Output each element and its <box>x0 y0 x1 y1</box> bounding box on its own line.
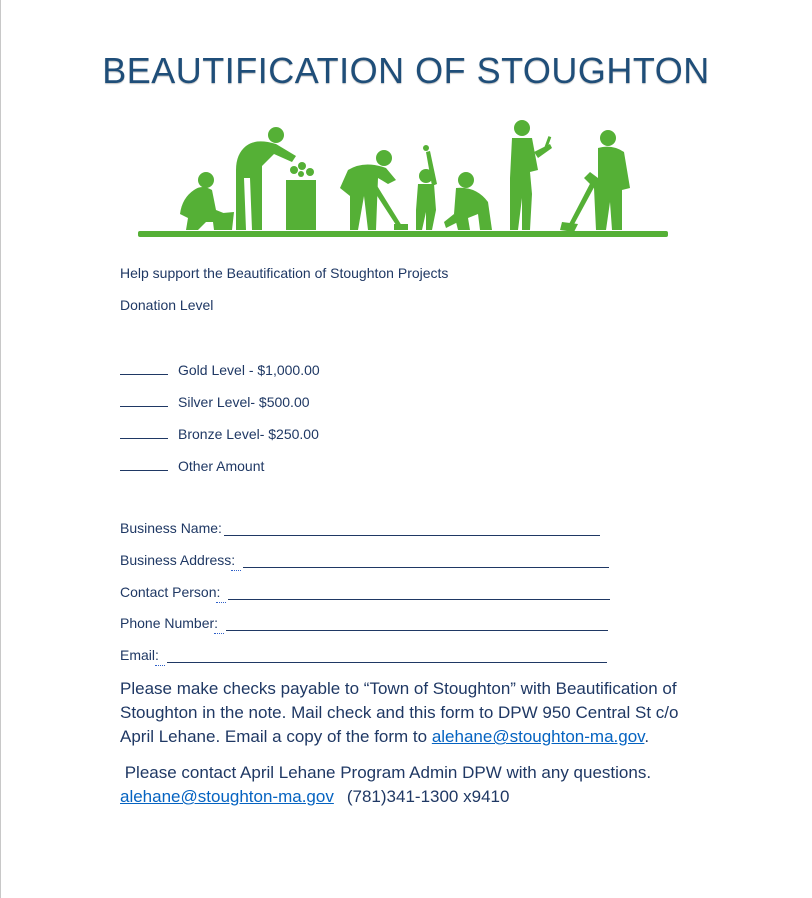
intro-text: Help support the Beautification of Stoughton Projects <box>120 265 449 281</box>
level-label: Silver Level- $500.00 <box>178 394 310 410</box>
level-label: Bronze Level- $250.00 <box>178 426 319 442</box>
gardening-people-silhouette-icon <box>136 118 672 242</box>
spellcheck-mark <box>216 598 226 603</box>
spellcheck-mark <box>231 566 241 571</box>
email-input[interactable] <box>167 648 607 663</box>
checkbox-blank[interactable] <box>120 424 168 439</box>
instructions-email-link[interactable]: alehane@stoughton-ma.gov <box>431 727 645 746</box>
page-edge <box>0 0 1 898</box>
field-label: Phone Number: <box>120 615 219 631</box>
level-label: Other Amount <box>178 458 265 474</box>
contact-person-input[interactable] <box>228 585 610 600</box>
contact-line <box>120 785 700 809</box>
spellcheck-mark <box>155 661 165 666</box>
email-field[interactable] <box>120 647 607 663</box>
level-label: Gold Level - $1,000.00 <box>178 362 320 378</box>
contact-info <box>120 761 700 809</box>
donation-level-silver[interactable] <box>120 392 310 410</box>
donation-level-bronze[interactable] <box>120 424 319 442</box>
payment-instructions <box>120 677 700 749</box>
spellcheck-mark <box>214 629 224 634</box>
contact-email-link[interactable]: alehane@stoughton-ma.gov <box>120 787 334 806</box>
donation-level-gold[interactable] <box>120 360 320 378</box>
field-label: Business Name: <box>120 520 222 536</box>
phone-number-field[interactable] <box>120 615 608 631</box>
donation-heading: Donation Level <box>120 297 214 313</box>
contact-person-field[interactable] <box>120 584 610 600</box>
checkbox-blank[interactable] <box>120 392 168 407</box>
instructions-text: Please make checks payable to “Town of Stoughton” with Beautification of Stoughton in the note. Mail check and this form to DPW 950 Central St c/o April Lehane. Email a copy of the form to <box>120 679 679 746</box>
phone-number-input[interactable] <box>226 616 608 631</box>
business-address-field[interactable] <box>120 552 609 568</box>
business-name-field[interactable] <box>120 520 600 536</box>
field-label: Email: <box>120 647 159 663</box>
field-label: Contact Person: <box>120 584 221 600</box>
checkbox-blank[interactable] <box>120 360 168 375</box>
instructions-end: . <box>644 727 650 746</box>
field-label: Business Address: <box>120 552 236 568</box>
business-name-input[interactable] <box>224 521 600 536</box>
contact-text: Please contact April Lehane Program Admin DPW with any questions. <box>120 763 652 782</box>
contact-phone: (781)341-1300 x9410 <box>346 787 510 806</box>
page-title: BEAUTIFICATION OF STOUGHTON <box>102 50 710 91</box>
checkbox-blank[interactable] <box>120 456 168 471</box>
donation-level-other[interactable] <box>120 456 264 474</box>
business-address-input[interactable] <box>243 553 609 568</box>
